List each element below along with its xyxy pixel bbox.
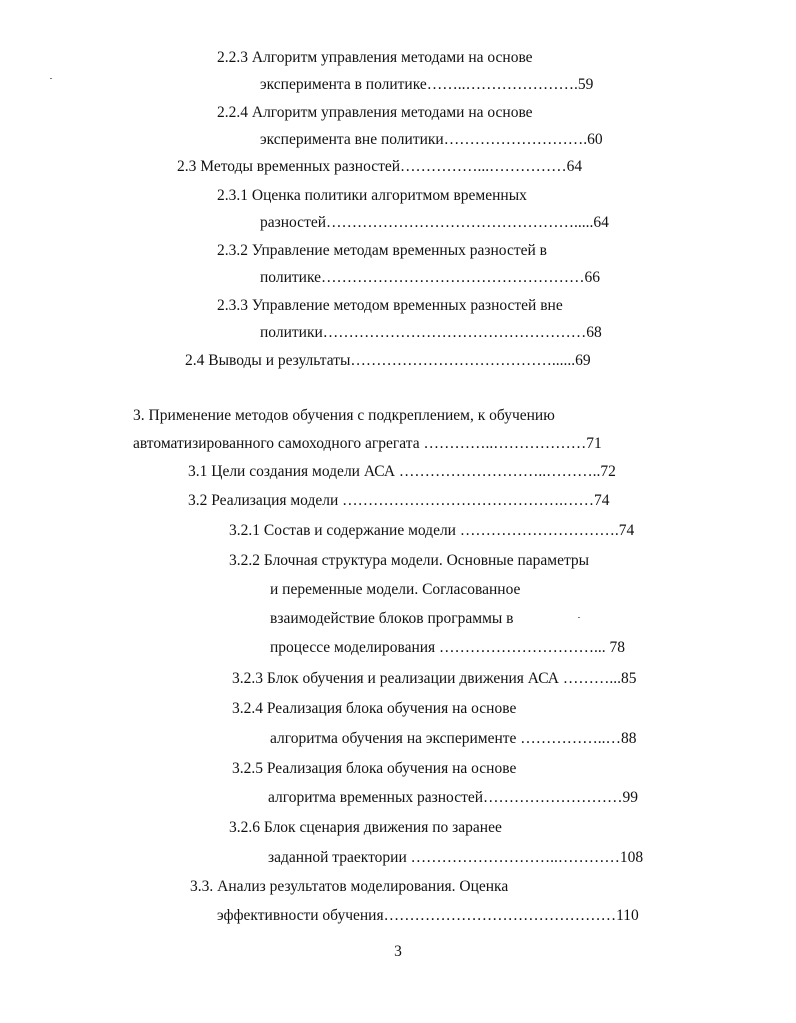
toc-line-3-2-6-cont: заданной траектории ………………………..…………108: [268, 849, 644, 866]
toc-line-3-2-5-cont: алгоритма временных разностей………………………99: [268, 789, 639, 806]
toc-line-3-2-4: 3.2.4 Реализация блока обучения на основе: [232, 700, 517, 717]
toc-line-2-2-4: 2.2.4 Алгоритм управления методами на основе: [217, 104, 533, 121]
toc-line-2-3: 2.3 Методы временных разностей……………...……………64: [177, 158, 583, 175]
toc-line-2-3-1-cont: разностей………………………………………….....64: [260, 214, 609, 231]
toc-line-2-4: 2.4 Выводы и результаты…………………………………......69: [185, 352, 591, 369]
toc-line-3-2-2-cont-1: и переменные модели. Согласованное: [270, 581, 521, 598]
toc-line-3-2: 3.2 Реализация модели …………………………………….……74: [188, 492, 610, 509]
toc-line-2-3-2: 2.3.2 Управление методам временных разностей в: [217, 242, 547, 259]
toc-line-2-2-4-cont: эксперимента вне политики……………………….60: [260, 131, 603, 148]
toc-line-3-2-5: 3.2.5 Реализация блока обучения на основе: [232, 760, 517, 777]
toc-line-3-2-6: 3.2.6 Блок сценария движения по заранее: [229, 819, 502, 836]
toc-line-2-3-3-cont: политики……………………………………………68: [260, 324, 602, 341]
scan-speck: [578, 617, 580, 618]
toc-line-3-2-2-cont-3: процессе моделирования …………………………... 78: [270, 639, 626, 656]
toc-line-2-3-1: 2.3.1 Оценка политики алгоритмом временных: [217, 187, 527, 204]
toc-line-3-2-1: 3.2.1 Состав и содержание модели ………………………….74: [229, 522, 635, 539]
toc-line-3-1: 3.1 Цели создания модели АСА ………………………..………..72: [188, 463, 616, 480]
toc-line-3-3: 3.3. Анализ результатов моделирования. Оценка: [190, 878, 509, 895]
page-number: 3: [394, 943, 402, 960]
toc-line-3-2-2-cont-2: взаимодействие блоков программы в: [270, 610, 514, 627]
toc-line-chapter-3: 3. Применение методов обучения с подкреплением, к обучению: [133, 407, 555, 424]
toc-line-2-3-3: 2.3.3 Управление методом временных разностей вне: [217, 297, 563, 314]
scan-speck: [50, 78, 52, 79]
toc-line-2-2-3: 2.2.3 Алгоритм управления методами на основе: [217, 49, 533, 66]
toc-line-2-2-3-cont: эксперимента в политике……..………………….59: [260, 76, 594, 93]
toc-line-3-2-3: 3.2.3 Блок обучения и реализации движения АСА ………...85: [232, 670, 637, 687]
toc-line-3-2-4-cont: алгоритма обучения на эксперименте ……………..…88: [270, 730, 637, 747]
toc-line-3-2-2: 3.2.2 Блочная структура модели. Основные параметры: [229, 552, 590, 569]
toc-line-2-3-2-cont: политике……………………………………………66: [260, 269, 600, 286]
toc-line-chapter-3-cont: автоматизированного самоходного агрегата …………..………………71: [133, 435, 602, 452]
toc-line-3-3-cont: эффективности обучения………………………………………110: [217, 907, 639, 924]
